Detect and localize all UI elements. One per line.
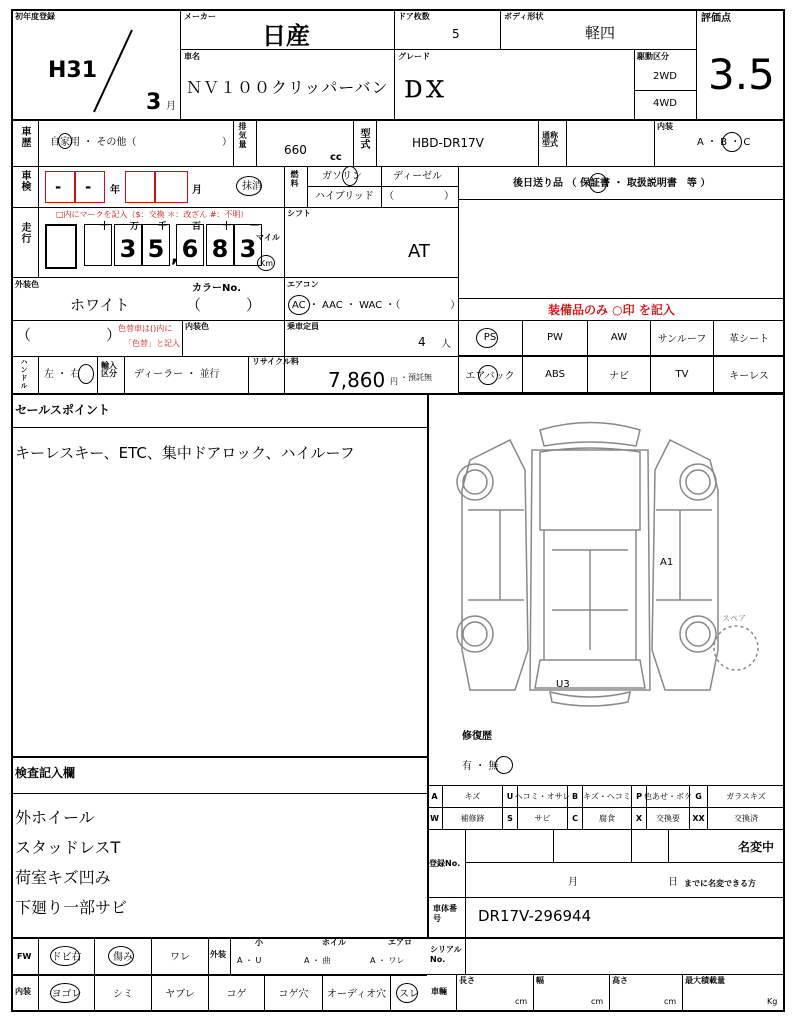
grade-value: ＤＸ (402, 78, 447, 103)
model-label: 型式 (358, 128, 369, 150)
divider (538, 119, 539, 166)
equipment-item: エアバック (458, 356, 523, 393)
divider (11, 793, 427, 794)
legend-code: P (632, 785, 647, 807)
size-field-label: 高さ (612, 976, 628, 985)
divider (38, 119, 39, 166)
inspection-note: 外ホイール (15, 808, 95, 827)
recycle-note: ・預託無 (400, 373, 432, 382)
legend-code: U (503, 785, 518, 807)
divider (38, 356, 39, 393)
divider (553, 829, 554, 862)
damage-mark-u3: U3 (556, 679, 570, 690)
divider (307, 186, 458, 187)
repair-label: 修復歴 (462, 731, 492, 742)
inspection-due-label: 車検 (19, 170, 30, 192)
maker-value: 日産 (262, 22, 310, 50)
car-name-label: 車名 (184, 52, 200, 61)
equipment-item: サンルーフ (651, 320, 714, 356)
divider (631, 829, 632, 862)
legend-desc: 色あせ・ボケ (647, 785, 690, 807)
divider (38, 166, 39, 207)
mileage-note: □内にマークを記入（$：交換 ＊：改ざん #：不明） (56, 210, 249, 219)
divider (180, 9, 181, 119)
interior-grades: A ・ B ・ C (697, 137, 751, 148)
first-reg-label: 初年度登録 (15, 12, 55, 21)
circle-mark (589, 173, 607, 193)
model-value: HBD-DR17V (412, 136, 484, 150)
score-value: 3.5 (708, 50, 775, 99)
divider (465, 937, 466, 974)
displacement-value: 660 (284, 143, 307, 157)
expired-option: 抹消 (242, 181, 262, 192)
doors-value: 5 (452, 27, 460, 41)
displacement-label: 排気量 (238, 122, 247, 149)
history-value: 自家用 ・ その他（ (50, 137, 137, 148)
interior-damage-item: シミ (94, 974, 151, 1011)
equipment-item: PS (458, 320, 523, 356)
chassis-label: 車体番号 (433, 904, 457, 924)
comma: , (171, 246, 178, 267)
fuel-diesel: ディーゼル (393, 171, 442, 182)
size-field-label: 幅 (536, 976, 544, 985)
first-reg-month: 3 (146, 90, 162, 115)
fuel-label: 燃料 (290, 170, 299, 188)
divider (533, 974, 534, 1011)
divider (233, 119, 234, 166)
date-box (125, 171, 155, 203)
recycle-label: リサイクル料 (252, 357, 299, 366)
interior-damage-item: コゲ穴 (264, 974, 322, 1011)
month-unit: 月 (166, 101, 176, 112)
interior-damage-label: 内装 (15, 987, 31, 996)
circle-mark (78, 364, 94, 384)
exterior-group-options: A ・ ワレ (370, 956, 405, 965)
odometer-digit: 3 (234, 224, 262, 266)
grade-label: グレード (398, 52, 430, 61)
circle-mark (58, 133, 72, 149)
handle-value: 左 ・ 右 (44, 369, 81, 380)
legend-desc: キズ・ヘコミ (583, 785, 632, 807)
divider (668, 829, 669, 862)
color-no-value: （ ） (186, 296, 262, 314)
divider (634, 90, 696, 91)
drive-2wd: 2WD (653, 71, 677, 82)
equipment-item: ナビ (588, 356, 651, 393)
odometer-digit: 8 (206, 224, 234, 266)
divider (11, 393, 785, 395)
divider (11, 166, 785, 167)
mark-box (45, 224, 77, 269)
interior-damage-item: ヨゴレ (38, 974, 94, 1011)
divider (465, 829, 466, 897)
shift-value: AT (408, 241, 430, 262)
legend-code: S (503, 807, 518, 829)
divider (696, 9, 697, 119)
fw-item: ワレ (151, 937, 208, 974)
inspection-label: 検査記入欄 (15, 766, 76, 780)
equipment-item: PW (523, 320, 588, 356)
fuel-other: （ ） (384, 191, 454, 202)
divider (11, 119, 785, 121)
year-unit: 年 (110, 185, 120, 196)
recycle-value: 7,860 (328, 368, 386, 392)
divider (566, 119, 567, 166)
color-no-label: カラーNo. (192, 283, 242, 294)
interior-damage-item: スレ (390, 974, 427, 1011)
size-unit: Kg (767, 997, 778, 1006)
legend-code: XX (690, 807, 708, 829)
legend-code: W (427, 807, 443, 829)
capacity-value: 4 (418, 335, 426, 349)
car-diagram (440, 410, 780, 720)
exterior-group-label: エアロ (388, 938, 412, 947)
legend-desc: サビ (518, 807, 568, 829)
capacity-label: 乗車定員 (287, 322, 319, 331)
serial-label: シリアルNo. (430, 945, 462, 965)
car-name-value: ＮＶ１００クリッパーバン (186, 78, 389, 97)
reg-day-unit: 日 (668, 877, 678, 888)
divider (11, 207, 458, 208)
legend-desc: 腐食 (583, 807, 632, 829)
import-value: ディーラー ・ 並行 (134, 369, 220, 380)
divider (465, 897, 466, 937)
drive-4wd: 4WD (653, 98, 677, 109)
mile-label: マイル (256, 233, 280, 242)
first-reg-era: H31 (48, 58, 98, 83)
divider (500, 9, 501, 49)
digit-unit: 十 (222, 222, 232, 232)
divider (458, 199, 785, 200)
divider (230, 937, 231, 974)
damage-mark-a1: A1 (660, 557, 674, 568)
digit-unit: 千 (158, 222, 168, 232)
later-items-label: 後日送り品 （ 保証書 ・ 取扱説明書 等 ） (513, 178, 711, 189)
capacity-unit: 人 (441, 339, 451, 350)
circle-mark (236, 176, 262, 196)
circle-mark (476, 328, 498, 348)
drive-label: 駆動区分 (637, 52, 669, 61)
red-note-1: 色替車は()内に (118, 324, 173, 333)
digit-unit: 一 (250, 222, 260, 232)
fw-item: ドビ右 (38, 937, 94, 974)
size-field-label: 最大積載量 (685, 976, 725, 985)
cc-unit: cc (330, 152, 342, 163)
divider (180, 49, 696, 50)
legend-code: C (568, 807, 583, 829)
history-label: 車歴 (19, 126, 30, 148)
divider (256, 119, 257, 166)
divider (427, 829, 785, 830)
divider (427, 974, 785, 975)
exterior-group-options: A ・ 曲 (304, 956, 331, 965)
handle-label: ハンドル (20, 358, 28, 390)
month-unit: 月 (192, 185, 202, 196)
divider (458, 298, 785, 299)
sales-point-label: セールスポイント (15, 403, 110, 417)
circle-mark (108, 946, 134, 966)
divider (609, 974, 610, 1011)
interior-label: 内装 (657, 122, 673, 131)
aircon-label: エアコン (287, 280, 319, 289)
fuel-hybrid: ハイブリッド (315, 191, 374, 202)
divider (208, 937, 209, 974)
name-change: 名変中 (738, 840, 775, 854)
circle-mark (495, 756, 513, 774)
equipment-item: AW (588, 320, 651, 356)
divider (682, 974, 683, 1011)
legend-code: B (568, 785, 583, 807)
interior-damage-item: オーディオ穴 (322, 974, 390, 1011)
divider (376, 119, 377, 166)
divider (11, 277, 458, 278)
divider (38, 207, 39, 277)
deadline-text: までに名変できる方 (684, 879, 756, 888)
exterior-color-value: ホワイト (70, 296, 130, 314)
size-label: 車輛 (431, 987, 447, 996)
divider (465, 862, 785, 863)
inspection-note: 荷室キズ凹み (15, 868, 111, 887)
maker-label: メーカー (184, 12, 216, 21)
divider (394, 9, 395, 119)
equipment-item: ABS (523, 356, 588, 393)
divider (182, 320, 183, 356)
fw-item: 傷み (94, 937, 151, 974)
score-label: 評価点 (701, 13, 731, 24)
exterior-group-label: ホイル (322, 938, 346, 947)
circle-mark (288, 295, 310, 315)
divider (97, 356, 98, 393)
legend-desc: 交換要 (647, 807, 690, 829)
registration-label: 登録No. (429, 859, 461, 868)
digit-unit: 十 (100, 222, 110, 232)
import-label: 輸入区分 (101, 361, 117, 378)
exterior-color-label: 外装色 (15, 280, 39, 289)
reg-month-unit: 月 (568, 877, 578, 888)
interior-color-label: 内装色 (185, 322, 209, 331)
spare-label: スペア (722, 614, 746, 623)
divider (11, 427, 427, 428)
circle-mark (257, 255, 275, 271)
digit-unit: 百 (192, 222, 202, 232)
size-unit: cm (515, 997, 528, 1006)
circle-mark (478, 365, 498, 385)
body-label: ボディ形状 (504, 12, 544, 21)
divider (248, 356, 249, 393)
circle-mark (722, 132, 742, 152)
odometer-digit: 6 (176, 224, 204, 266)
size-field-label: 長さ (459, 976, 475, 985)
km-label: Km (260, 259, 274, 268)
divider (427, 393, 429, 937)
divider (427, 937, 785, 939)
body-value: 軽四 (585, 24, 616, 42)
dash: - (55, 178, 62, 196)
date-box (155, 171, 188, 203)
legend-desc: キズ (443, 785, 503, 807)
legend-code: X (632, 807, 647, 829)
equipment-item: 革シート (714, 320, 785, 356)
legend-desc: ヘコミ・オサレ (518, 785, 568, 807)
circle-mark (396, 983, 418, 1003)
close-paren: ） (222, 137, 232, 148)
circle-mark (342, 166, 358, 186)
common-model-label: 通称型式 (542, 131, 558, 148)
sales-point-text: キーレスキー、ETC、集中ドアロック、ハイルーフ (15, 444, 355, 462)
divider (654, 119, 655, 166)
legend-desc: ガラスキズ (708, 785, 785, 807)
equipment-item: TV (651, 356, 714, 393)
divider (11, 756, 427, 758)
legend-code: A (427, 785, 443, 807)
slash-mark (90, 28, 136, 114)
circle-mark (50, 983, 80, 1003)
red-note-2: 「色替」と記入 (124, 339, 180, 348)
dash: - (85, 178, 92, 196)
size-unit: cm (664, 997, 677, 1006)
divider (456, 974, 457, 1011)
shift-label: シフト (287, 209, 311, 218)
divider (353, 119, 354, 166)
exterior-group-label: 小 (255, 938, 263, 947)
yen-unit: 円 (390, 377, 398, 386)
inspection-note: スタッドレスT (15, 838, 121, 857)
aircon-options: AC ・ AAC ・ WAC ・（ ） (292, 300, 461, 311)
inspection-note: 下廻り一部サビ (15, 898, 128, 917)
interior-damage-item: コゲ (208, 974, 264, 1011)
fuel-gasoline: ガソリン (322, 171, 362, 182)
digit-unit: 万 (130, 222, 140, 232)
divider (427, 897, 785, 898)
divider (124, 356, 125, 393)
exterior-group-options: A ・ U (237, 956, 262, 965)
interior-damage-item: ヤブレ (151, 974, 208, 1011)
circle-mark (50, 946, 80, 966)
divider (11, 320, 458, 321)
exterior-label: 外装 (210, 950, 226, 959)
color-note-paren: （ ） (16, 326, 122, 344)
equipment-header: 装備品のみ ○印 を記入 (548, 303, 675, 317)
odometer-digit: 5 (142, 224, 170, 266)
divider (634, 49, 635, 119)
doors-label: ドア枚数 (398, 12, 430, 21)
equipment-item: キーレス (714, 356, 785, 393)
chassis-value: DR17V-296944 (478, 907, 592, 925)
legend-desc: 補修跡 (443, 807, 503, 829)
repair-value: 有 ・ 無 (462, 761, 499, 772)
fw-label: FW (17, 952, 32, 961)
mileage-label: 走行 (19, 222, 30, 244)
legend-code: G (690, 785, 708, 807)
size-unit: cm (591, 997, 604, 1006)
odometer-digit: 3 (114, 224, 142, 266)
legend-desc: 交換済 (708, 807, 785, 829)
